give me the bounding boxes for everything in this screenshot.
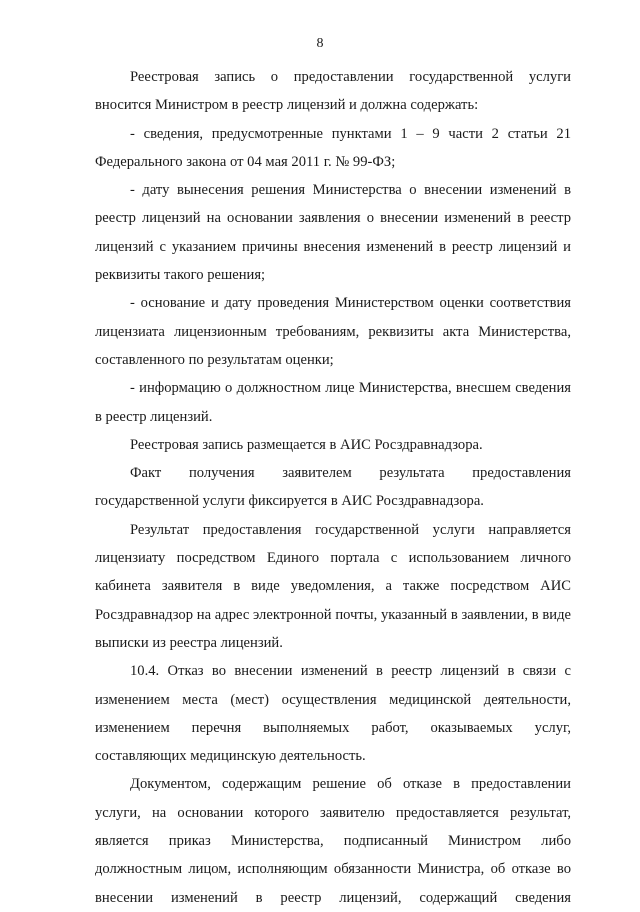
paragraph-registry-entry-intro: Реестровая запись о предоставлении государственной услуги вносится Министром в реестр лицензий и должна содержать:	[95, 69, 571, 114]
paragraph-result-receipt: Факт получения заявителем результата предоставления государственной услуги фиксируется в АИС Росздравнадзора.	[95, 465, 571, 510]
paragraph-item-assessment-basis: - основание и дату проведения Министерством оценки соответствия лицензиата лицензионным требованиям, реквизиты акта Министерства, составленного по результатам оценки;	[95, 295, 571, 368]
page-number: 8	[316, 36, 324, 51]
paragraph-item-law-details: - сведения, предусмотренные пунктами 1 – 9 части 2 статьи 21 Федерального закона от 04 мая 2011 г. № 99-ФЗ;	[95, 125, 571, 170]
paragraph-registry-placement: Реестровая запись размещается в АИС Росздравнадзора.	[130, 436, 483, 453]
paragraph-item-decision-date: - дату вынесения решения Министерства о внесении изменений в реестр лицензий на основании заявления о внесении изменений в реестр лицензий с указанием причины внесения изменений в реестр лицензий и реквизиты такого решения;	[95, 182, 571, 284]
document-body	[95, 63, 571, 912]
paragraph-item-official-info: - информацию о должностном лице Министерства, внесшем сведения в реестр лицензий.	[95, 380, 571, 425]
paragraph-result-delivery: Результат предоставления государственной услуги направляется лицензиату посредством Единого портала с использованием личного кабинета заявителя в виде уведомления, а также посредством АИС Росздравнадзор на адрес электронной почты, указанный в заявлении, в виде выписки из реестра лицензий.	[95, 521, 571, 651]
paragraph-section-10-4-heading: 10.4. Отказ во внесении изменений в реестр лицензий в связи с изменением места (мест) осуществления медицинской деятельности, изменением перечня выполняемых работ, оказываемых услуг, составляющих медицинскую деятельность.	[95, 663, 571, 765]
paragraph-refusal-document: Документом, содержащим решение об отказе в предоставлении услуги, на основании которого заявителю предоставляется результат, является приказ Министерства, подписанный Министром либо должностным лицом, исполняющим обязанности Министра, об отказе во внесении изменений в реестр лицензий, содержащий сведения	[95, 776, 571, 906]
